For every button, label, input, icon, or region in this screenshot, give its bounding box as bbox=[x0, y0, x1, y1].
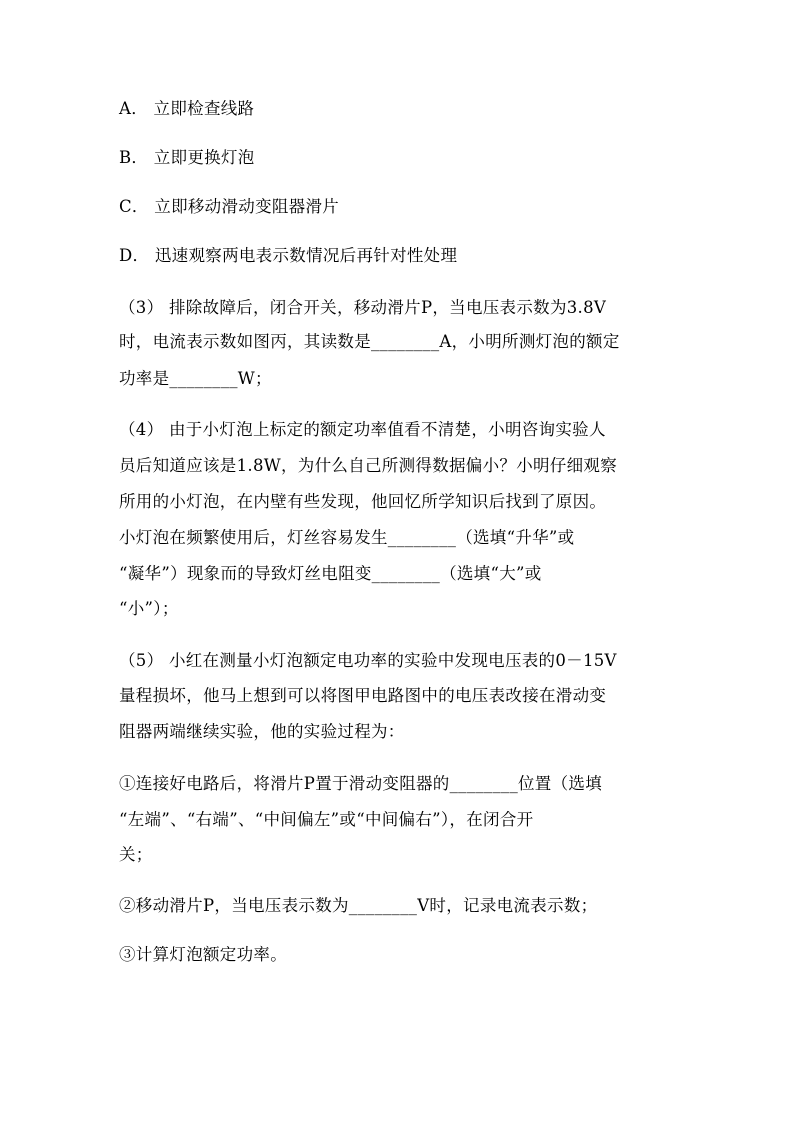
question-4-line-4: 小灯泡在频繁使用后，灯丝容易发生________（选填“升华”或 bbox=[119, 528, 575, 547]
step-2-line-1: ②移动滑片P，当电压表示数为________V时，记录电流表示数； bbox=[119, 896, 598, 915]
question-4-line-1: （4） 由于小灯泡上标定的额定功率值看不清楚，小明咨询实验人 bbox=[119, 420, 606, 439]
option-d: D． 迅速观察两电表示数情况后再针对性处理 bbox=[119, 246, 458, 265]
step-1-line-1: ①连接好电路后，将滑片P置于滑动变阻器的________位置（选填 bbox=[119, 774, 603, 793]
question-5-line-2: 量程损坏，他马上想到可以将图甲电路图中的电压表改接在滑动变 bbox=[119, 686, 607, 705]
option-a: A． 立即检查线路 bbox=[119, 99, 255, 118]
step-1-line-3: 关； bbox=[119, 845, 153, 864]
question-3-line-3: 功率是________W； bbox=[119, 369, 272, 388]
step-3-line-1: ③计算灯泡额定功率。 bbox=[119, 945, 287, 964]
question-3-line-2: 时，电流表示数如图丙，其读数是________A，小明所测灯泡的额定 bbox=[119, 332, 620, 351]
question-4-line-2: 员后知道应该是1.8W，为什么自己所测得数据偏小？小明仔细观察 bbox=[119, 456, 617, 475]
question-4-line-3: 所用的小灯泡，在内壁有些发现，他回忆所学知识后找到了原因。 bbox=[119, 492, 607, 511]
question-4-line-6: “小”）； bbox=[119, 599, 179, 618]
question-4-line-5: “凝华”）现象而的导致灯丝电阻变________（选填“大”或 bbox=[119, 564, 542, 583]
question-5-line-3: 阻器两端继续实验，他的实验过程为： bbox=[119, 722, 405, 741]
question-3-line-1: （3） 排除故障后，闭合开关，移动滑片P，当电压表示数为3.8V bbox=[119, 298, 607, 317]
option-c: C． 立即移动滑动变阻器滑片 bbox=[119, 197, 340, 216]
step-1-line-2: “左端”、“右端”、“中间偏左”或“中间偏右”），在闭合开 bbox=[119, 810, 534, 829]
option-b: B． 立即更换灯泡 bbox=[119, 148, 255, 167]
question-5-line-1: （5） 小红在测量小灯泡额定电功率的实验中发现电压表的0－15V bbox=[119, 651, 617, 670]
